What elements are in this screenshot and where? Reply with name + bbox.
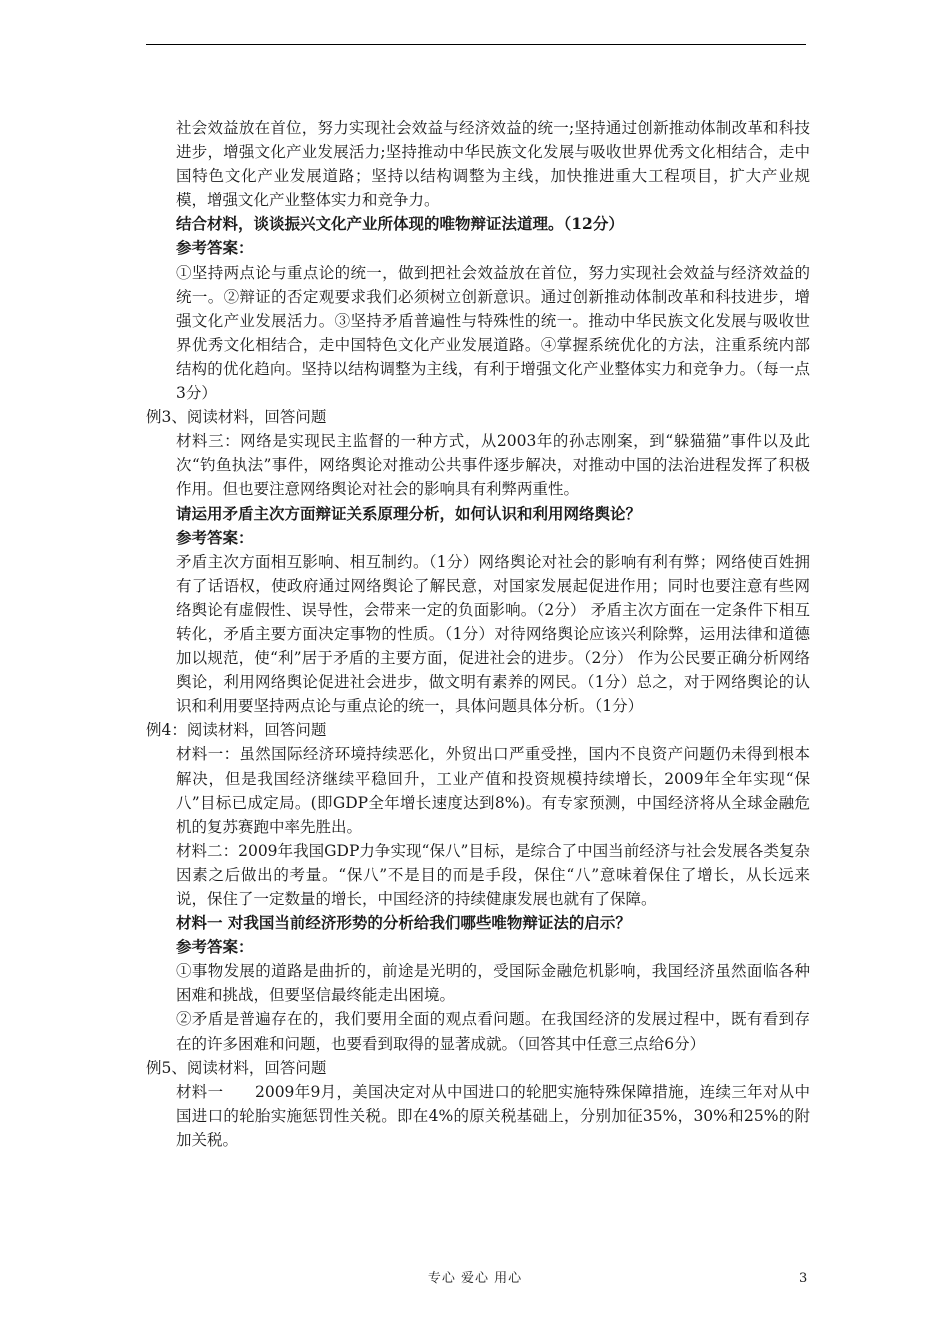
question-2: 结合材料，谈谈振兴文化产业所体现的唯物辩证法道理。（12分） <box>176 214 624 234</box>
example-3-heading: 例3、阅读材料，回答问题 <box>146 408 327 427</box>
example-4-material-1: 材料一：虽然国际经济环境持续恶化，外贸出口严重受挫，国内不良资产问题仍未得到根本解决，但是我国经济继续平稳回升，工业产值和投资规模持续增长，2009年全年实现“保八”目标已成定局。(即GDP全年增长速度达到8%)。有专家预测，中国经济将从全球金融危机的复苏赛跑中率先胜出。 <box>176 745 810 836</box>
page-body <box>146 116 810 1152</box>
answer-2: ①坚持两点论与重点论的统一，做到把社会效益放在首位，努力实现社会效益与经济效益的统一。②辩证的否定观要求我们必须树立创新意识。通过创新推动体制改革和科技进步，增强文化产业发展活力。③坚持矛盾普遍性与特殊性的统一。推动中华民族文化发展与吸收世界优秀文化相结合，走中国特色文化产业发展道路。④掌握系统优化的方法，注重系统内部结构的优化趋向。坚持以结构调整为主线，有利于增强文化产业整体实力和竞争力。（每一点3分） <box>176 263 810 403</box>
question-4: 材料一 对我国当前经济形势的分析给我们哪些唯物辩证法的启示？ <box>176 913 631 933</box>
example-4-material-2: 材料二：2009年我国GDP力争实现“保八”目标，是综合了中国当前经济与社会发展各类复杂因素之后做出的考量。“保八”不是目的而是手段，保住“八”意味着保住了增长，从长远来说，保住了一定数量的增长，中国经济的持续健康发展也就有了保障。 <box>176 841 810 908</box>
answer-heading-3: 参考答案： <box>176 527 254 547</box>
answer-heading-2: 参考答案： <box>176 238 254 258</box>
footer-motto: 专心 爱心 用心 <box>427 1271 523 1286</box>
example-5-heading: 例5、阅读材料，回答问题 <box>146 1058 327 1077</box>
answer-4-point-2: ②矛盾是普遍存在的，我们要用全面的观点看问题。在我国经济的发展过程中，既有看到存在的许多困难和问题，也要看到取得的显著成就。（回答其中任意三点给6分） <box>176 1010 810 1053</box>
example-4-heading: 例4：阅读材料，回答问题 <box>146 721 327 740</box>
answer-3: 矛盾主次方面相互影响、相互制约。（1分）网络舆论对社会的影响有利有弊；网络使百姓拥有了话语权，使政府通过网络舆论了解民意，对国家发展起促进作用；同时也要注意有些网络舆论有虚假性、误导性，会带来一定的负面影响。（2分） 矛盾主次方面在一定条件下相互转化，矛盾主要方面决定事物的性质。（1分）对待网络舆论应该兴利除弊，运用法律和道德加以规范，使“利”居于矛盾的主要方面，促进社会的进步。（2分） 作为公民要正确分析网络舆论，利用网络舆论促进社会进步，做文明有素养的网民。（1分）总之，对于网络舆论的认识和利用要坚持两点论与重点论的统一，具体问题具体分析。（1分） <box>176 552 810 716</box>
example-3-material: 材料三：网络是实现民主监督的一种方式，从2003年的孙志刚案，到“躲猫猫”事件以及此次“钓鱼执法”事件，网络舆论对推动公共事件逐步解决，对推动中国的法治进程发挥了积极作用。但也要注意网络舆论对社会的影响具有利弊两重性。 <box>176 432 810 499</box>
question-3: 请运用矛盾主次方面辩证关系原理分析，如何认识和利用网络舆论？ <box>176 503 642 523</box>
material-continuation: 社会效益放在首位，努力实现社会效益与经济效益的统一;坚持通过创新推动体制改革和科技进步，增强文化产业发展活力;坚持推动中华民族文化发展与吸收世界优秀文化相结合，走中国特色文化产业发展道路；坚持以结构调整为主线，加快推进重大工程项目，扩大产业规模，增强文化产业整体实力和竞争力。 <box>176 119 810 210</box>
example-5-material-1: 材料一 2009年9月，美国决定对从中国进口的轮肥实施特殊保障措施，连续三年对从中国进口的轮胎实施惩罚性关税。即在4%的原关税基础上，分别加征35%，30%和25%的附加关税。 <box>176 1082 810 1149</box>
page-number: 3 <box>799 1271 808 1286</box>
answer-4-point-1: ①事物发展的道路是曲折的，前途是光明的，受国际金融危机影响，我国经济虽然面临各种困难和挑战，但要坚信最终能走出困境。 <box>176 962 810 1005</box>
answer-heading-4: 参考答案： <box>176 937 254 957</box>
header-rule <box>146 44 806 45</box>
